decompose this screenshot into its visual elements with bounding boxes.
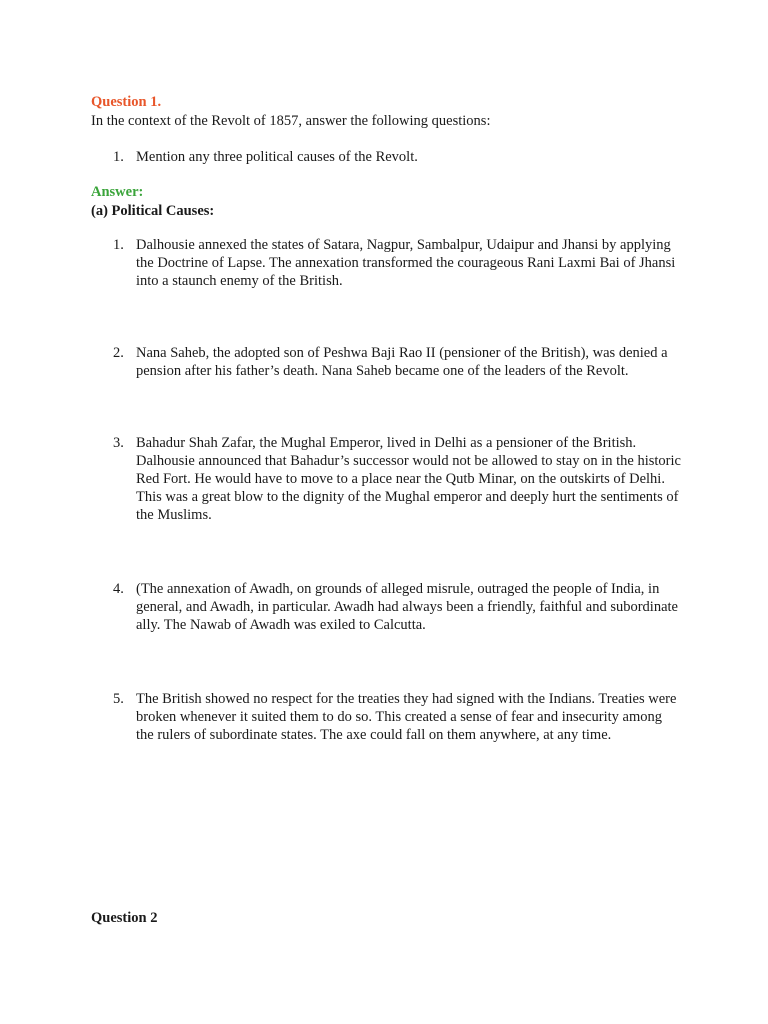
cause-text: The British showed no respect for the treaties they had signed with the Indians. Treaties were broken whenever it suited them to do so. This created a sense of fear and insecurity among the rulers of subordinate states. The axe could fall on them anywhere, at any time.	[136, 691, 677, 743]
question-2-heading: Question 2	[91, 910, 158, 926]
cause-text: Nana Saheb, the adopted son of Peshwa Baji Rao II (pensioner of the British), was denied a pension after his father’s death. Nana Saheb became one of the leaders of the Revolt.	[136, 345, 668, 379]
cause-text: Bahadur Shah Zafar, the Mughal Emperor, lived in Delhi as a pensioner of the British. Dalhousie announced that Bahadur’s successor would not be allowed to stay on in the historic Red Fort. He would have to move to a place near the Qutb Minar, on the outskirts of Delhi. This was a great blow to the dignity of the Mughal emperor and deeply hurt the sentiments of the Muslims.	[136, 435, 681, 523]
cause-number: 3.	[113, 435, 124, 451]
question-1-intro: In the context of the Revolt of 1857, answer the following questions:	[91, 113, 491, 129]
list-item-text: Mention any three political causes of the Revolt.	[136, 149, 418, 165]
cause-number: 5.	[113, 691, 124, 707]
cause-text: (The annexation of Awadh, on grounds of alleged misrule, outraged the people of India, in general, and Awadh, in particular. Awadh had always been a friendly, faithful and subordinate ally. The Nawab of Awadh was exiled to Calcutta.	[136, 581, 678, 633]
cause-number: 4.	[113, 581, 124, 597]
answer-label: Answer:	[91, 184, 144, 200]
cause-text: Dalhousie annexed the states of Satara, Nagpur, Sambalpur, Udaipur and Jhansi by applying the Doctrine of Lapse. The annexation transformed the courageous Rani Laxmi Bai of Jhansi into a staunch enemy of the British.	[136, 237, 676, 289]
political-causes-heading: (a) Political Causes:	[91, 203, 215, 219]
cause-number: 1.	[113, 237, 124, 253]
cause-number: 2.	[113, 345, 124, 361]
question-1-heading: Question 1.	[91, 94, 162, 110]
list-item-number: 1.	[113, 149, 124, 165]
